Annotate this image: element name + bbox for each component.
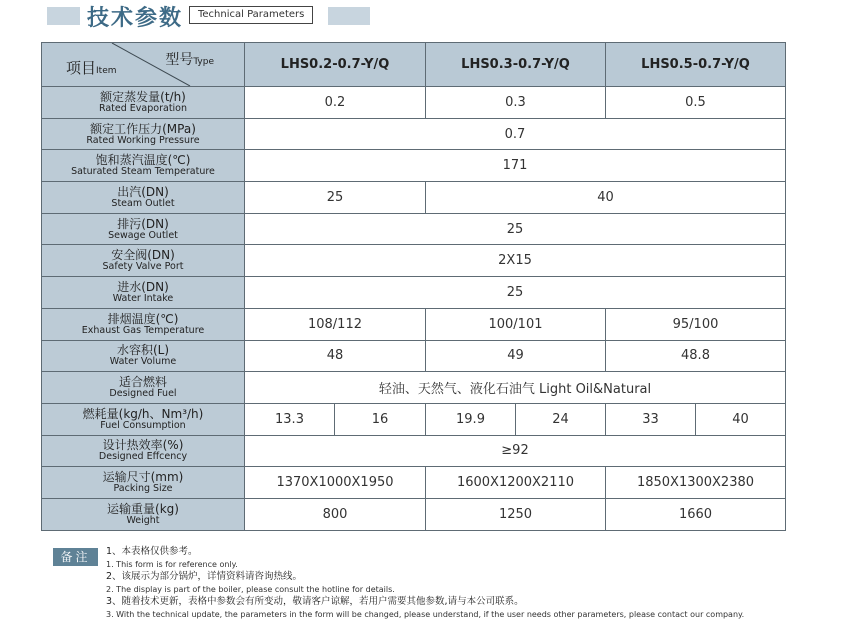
table-cell: 100/101 [426, 308, 606, 340]
table-cell: 1850X1300X2380 [606, 467, 786, 499]
note-line-1-en: 1. This form is for reference only. [106, 559, 238, 569]
note-line-2-en: 2. The display is part of the boiler, please consult the hotline for details. [106, 584, 395, 594]
row-packing-size [42, 467, 786, 499]
table-cell: 48 [245, 340, 426, 372]
row-label: 设计热效率(%) Designed Effcency [42, 435, 245, 467]
technical-parameters-table [41, 42, 786, 531]
table-cell: 24 [516, 403, 606, 435]
table-cell: 1660 [606, 498, 786, 530]
title-band-right [328, 7, 370, 25]
note-line-1-cn: 1、本表格仅供参考。 [106, 546, 198, 557]
row-label: 出汽(DN) Steam Outlet [42, 182, 245, 214]
table-cell: 48.8 [606, 340, 786, 372]
row-sewage-outlet [42, 213, 786, 245]
row-saturated-steam-temperature [42, 150, 786, 182]
row-rated-working-pressure [42, 118, 786, 150]
row-designed-efficiency [42, 435, 786, 467]
row-label: 燃耗量(kg/h、Nm³/h) Fuel Consumption [42, 403, 245, 435]
section-title-english: Technical Parameters [189, 6, 313, 24]
table-cell: 16 [335, 403, 426, 435]
table-cell: 25 [245, 182, 426, 214]
row-label: 进水(DN) Water Intake [42, 277, 245, 309]
table-cell: 40 [696, 403, 786, 435]
table-cell: 95/100 [606, 308, 786, 340]
corner-type-label: 型号Type [165, 52, 214, 68]
table-cell: 25 [245, 213, 786, 245]
row-label: 运输尺寸(mm) Packing Size [42, 467, 245, 499]
model-header-1: LHS0.2-0.7-Y/Q [245, 43, 426, 87]
table-cell: 19.9 [426, 403, 516, 435]
corner-item-label: 项目Item [66, 59, 117, 77]
table-cell: 轻油、天然气、液化石油气 Light Oil&Natural [245, 372, 786, 404]
row-water-intake [42, 277, 786, 309]
row-steam-outlet [42, 182, 786, 214]
table-cell: 800 [245, 498, 426, 530]
row-safety-valve-port [42, 245, 786, 277]
row-label: 饱和蒸汽温度(℃) Saturated Steam Temperature [42, 150, 245, 182]
table-cell: 0.2 [245, 87, 426, 119]
note-line-3-en: 3. With the technical update, the parameters in the form will be changed, please understand, if the user needs other parameters, please contact our company. [106, 609, 745, 619]
table-cell: 13.3 [245, 403, 335, 435]
table-cell: 33 [606, 403, 696, 435]
table-cell: 1370X1000X1950 [245, 467, 426, 499]
row-label: 安全阀(DN) Safety Valve Port [42, 245, 245, 277]
table-cell: ≥92 [245, 435, 786, 467]
row-label: 排污(DN) Sewage Outlet [42, 213, 245, 245]
model-header-3: LHS0.5-0.7-Y/Q [606, 43, 786, 87]
section-title: 技术参数 [87, 6, 184, 31]
section-header [0, 0, 855, 32]
table-cell: 108/112 [245, 308, 426, 340]
row-label: 排烟温度(℃) Exhaust Gas Temperature [42, 308, 245, 340]
corner-header-cell [42, 43, 245, 87]
row-fuel-consumption [42, 403, 786, 435]
table-cell: 2X15 [245, 245, 786, 277]
row-label: 适合燃料 Designed Fuel [42, 372, 245, 404]
table-cell: 25 [245, 277, 786, 309]
row-label: 额定工作压力(MPa) Rated Working Pressure [42, 118, 245, 150]
table-cell: 171 [245, 150, 786, 182]
row-water-volume [42, 340, 786, 372]
row-designed-fuel [42, 372, 786, 404]
table-header-row [42, 43, 786, 87]
row-label: 运输重量(kg) Weight [42, 498, 245, 530]
row-weight [42, 498, 786, 530]
table-cell: 40 [426, 182, 786, 214]
table-cell: 0.7 [245, 118, 786, 150]
notes-badge: 备注 [53, 548, 98, 566]
table-cell: 1600X1200X2110 [426, 467, 606, 499]
note-line-3-cn: 3、随着技术更新，表格中参数会有所变动，敬请客户谅解，若用户需要其他参数,请与本公司联系。 [106, 596, 524, 608]
row-exhaust-gas-temperature [42, 308, 786, 340]
row-label: 额定蒸发量(t/h) Rated Evaporation [42, 87, 245, 119]
table-cell: 0.5 [606, 87, 786, 119]
table-cell: 0.3 [426, 87, 606, 119]
notes-list [106, 546, 851, 622]
table-cell: 1250 [426, 498, 606, 530]
row-label: 水容积(L) Water Volume [42, 340, 245, 372]
title-band-left [47, 7, 80, 25]
table-cell: 49 [426, 340, 606, 372]
note-line-2-cn: 2、该展示为部分锅炉，详情资料请咨询热线。 [106, 571, 303, 583]
model-header-2: LHS0.3-0.7-Y/Q [426, 43, 606, 87]
row-rated-evaporation [42, 87, 786, 119]
